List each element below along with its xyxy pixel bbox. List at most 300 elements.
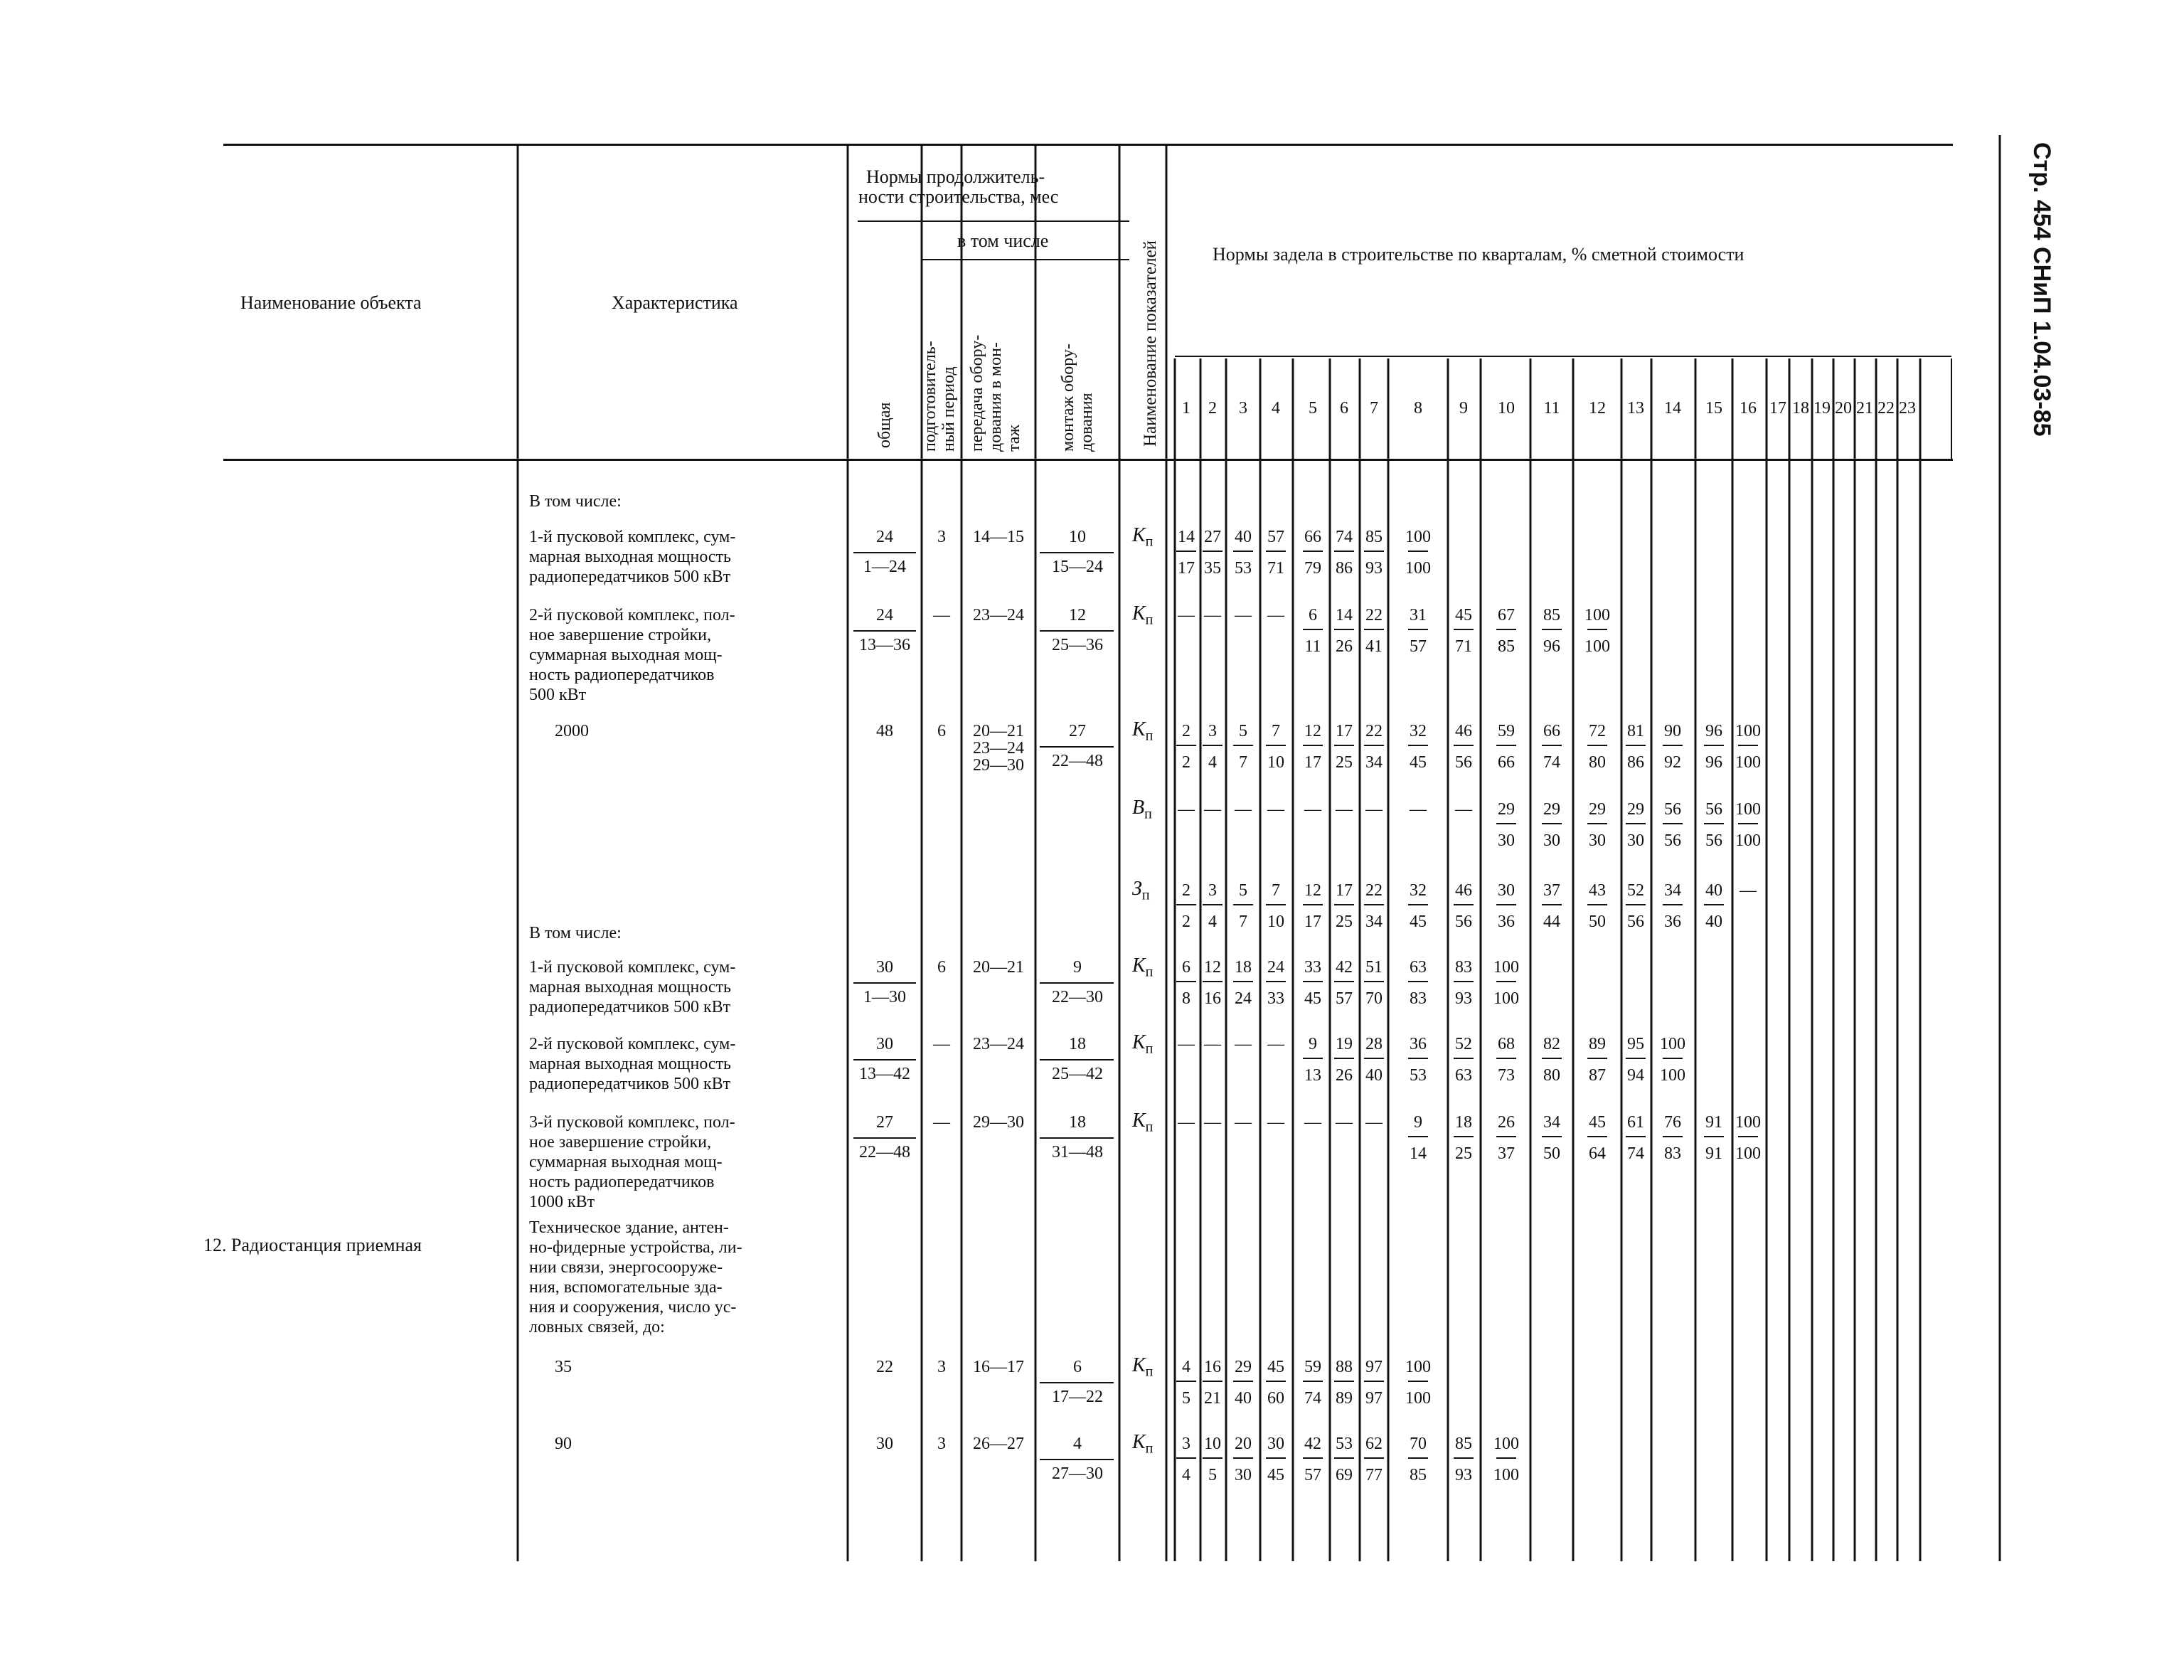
quarter-number: 10 — [1498, 399, 1515, 418]
quarter-value-top: 22 — [1365, 881, 1383, 900]
indicator-symbol — [1132, 1110, 1153, 1136]
mounting-range: 22—48 — [1052, 752, 1103, 770]
quarter-value-top: 97 — [1365, 1358, 1383, 1376]
indicator-subscript: п — [1145, 533, 1154, 550]
mounting-range: 25—42 — [1052, 1065, 1103, 1083]
quarter-value-top: 45 — [1267, 1358, 1284, 1376]
quarter-value-bottom: 45 — [1410, 753, 1427, 772]
indicator-letter: К — [1132, 1354, 1146, 1376]
quarter-value-bottom: 56 — [1455, 913, 1472, 931]
characteristic-line: 2-й пусковой комплекс, пол- — [529, 606, 735, 624]
quarter-value-top: — — [1267, 800, 1284, 819]
quarter-value-top: 6 — [1309, 606, 1317, 624]
indicator-subscript: п — [1145, 1119, 1154, 1135]
indicator-letter: К — [1132, 602, 1146, 624]
quarter-value-bottom: 10 — [1267, 913, 1284, 931]
quarter-value-top: 17 — [1336, 881, 1353, 900]
quarter-value-bottom: 2 — [1182, 753, 1190, 772]
quarter-value-bottom: 35 — [1204, 559, 1221, 578]
header-indicator: Наименование показателей — [1141, 240, 1160, 447]
quarter-number: 11 — [1543, 399, 1560, 418]
mounting-value: 27 — [1069, 722, 1086, 740]
quarter-value-top: 32 — [1410, 722, 1427, 740]
characteristic-line: Техническое здание, антен- — [529, 1218, 729, 1237]
header-object-name: Наименование объекта — [240, 292, 422, 313]
quarter-value-bottom: 92 — [1664, 753, 1681, 772]
object-name: 12. Радиостанция приемная — [203, 1235, 422, 1255]
characteristic-line: ное завершение стройки, — [529, 626, 712, 644]
mounting-value: 4 — [1073, 1435, 1082, 1453]
quarter-value-top: 29 — [1543, 800, 1560, 819]
indicator-symbol — [1132, 1031, 1153, 1058]
quarter-value-bottom: 57 — [1304, 1466, 1321, 1484]
mounting-range: 15—24 — [1052, 558, 1103, 576]
quarter-value-bottom: 33 — [1267, 989, 1284, 1008]
total-duration-range: 22—48 — [859, 1143, 910, 1161]
characteristic-line: марная выходная мощность — [529, 978, 732, 996]
mounting-range: 22—30 — [1052, 988, 1103, 1006]
indicator-symbol — [1132, 1354, 1153, 1381]
characteristic-line: 500 кВт — [529, 686, 587, 704]
quarter-value-bottom: 100 — [1493, 989, 1519, 1008]
indicator-symbol — [1132, 602, 1153, 629]
quarter-number: 16 — [1740, 399, 1757, 418]
quarter-value-bottom: 73 — [1498, 1066, 1515, 1085]
quarter-value-top: — — [1178, 800, 1195, 819]
quarter-value-top: 72 — [1589, 722, 1606, 740]
indicator-symbol — [1132, 797, 1152, 823]
quarter-value-top: 3 — [1208, 722, 1217, 740]
characteristic-line: нии связи, энергосооруже- — [529, 1258, 723, 1277]
characteristic-line: но-фидерные устройства, ли- — [529, 1238, 742, 1257]
quarter-value-bottom: 7 — [1239, 913, 1247, 931]
prep-period: 3 — [937, 1435, 946, 1453]
quarter-value-top: — — [1336, 800, 1353, 819]
quarter-value-bottom: 100 — [1735, 1144, 1761, 1163]
quarter-value-bottom: 10 — [1267, 753, 1284, 772]
mounting-range: 25—36 — [1052, 636, 1103, 654]
quarter-value-bottom: 21 — [1204, 1389, 1221, 1408]
quarter-value-top: 30 — [1498, 881, 1515, 900]
quarter-value-top: 56 — [1664, 800, 1681, 819]
prep-period: 6 — [937, 958, 946, 977]
quarter-value-bottom: 66 — [1498, 753, 1515, 772]
quarter-value-bottom: 74 — [1304, 1389, 1321, 1408]
quarter-value-bottom: 70 — [1365, 989, 1383, 1008]
quarter-value-bottom: 100 — [1493, 1466, 1519, 1484]
quarter-value-bottom: 71 — [1455, 637, 1472, 656]
quarter-value-top: 5 — [1239, 722, 1247, 740]
quarter-value-top: 81 — [1627, 722, 1644, 740]
quarter-number: 7 — [1370, 399, 1378, 418]
quarter-value-bottom: 96 — [1543, 637, 1560, 656]
quarter-value-top: 34 — [1664, 881, 1681, 900]
quarter-value-bottom: 53 — [1410, 1066, 1427, 1085]
quarter-value-top: 100 — [1660, 1035, 1685, 1053]
quarter-value-bottom: 85 — [1410, 1466, 1427, 1484]
quarter-value-bottom: 100 — [1660, 1066, 1685, 1085]
quarter-value-bottom: 14 — [1410, 1144, 1427, 1163]
quarter-value-top: 7 — [1272, 722, 1280, 740]
quarter-value-top: 45 — [1455, 606, 1472, 624]
quarter-value-top: 90 — [1664, 722, 1681, 740]
indicator-letter: К — [1132, 718, 1146, 740]
quarter-value-top: — — [1304, 1113, 1321, 1132]
quarter-value-top: 17 — [1336, 722, 1353, 740]
prep-period: 6 — [937, 722, 946, 740]
quarter-value-top: 12 — [1204, 958, 1221, 977]
quarter-value-top: 96 — [1705, 722, 1722, 740]
quarter-number: 1 — [1182, 399, 1190, 418]
characteristic-line: суммарная выходная мощ- — [529, 646, 723, 664]
quarter-value-bottom: 16 — [1204, 989, 1221, 1008]
quarter-value-top: 26 — [1498, 1113, 1515, 1132]
quarter-value-top: 89 — [1589, 1035, 1606, 1053]
quarter-value-top: — — [1410, 800, 1427, 819]
quarter-value-top: — — [1204, 1113, 1221, 1132]
quarter-value-top: 30 — [1267, 1435, 1284, 1453]
header-norms-title-2: ности строительства, мес — [858, 186, 1059, 207]
quarter-value-bottom: 8 — [1182, 989, 1190, 1008]
indicator-subscript: п — [1144, 806, 1152, 822]
quarter-number: 15 — [1705, 399, 1722, 418]
quarter-value-bottom: 93 — [1455, 1466, 1472, 1484]
quarter-value-top: — — [1365, 1113, 1383, 1132]
quarter-value-bottom: 40 — [1365, 1066, 1383, 1085]
equipment-transfer: 23—24 — [973, 606, 1024, 624]
quarter-value-top: 42 — [1304, 1435, 1321, 1453]
quarter-value-top: 9 — [1309, 1035, 1317, 1053]
quarter-value-top: 40 — [1705, 881, 1722, 900]
quarter-number: 12 — [1589, 399, 1606, 418]
quarter-value-top: 18 — [1235, 958, 1252, 977]
quarter-value-top: 66 — [1543, 722, 1560, 740]
quarter-value-top: — — [1178, 1113, 1195, 1132]
quarter-value-top: 10 — [1204, 1435, 1221, 1453]
characteristic-line: 3-й пусковой комплекс, пол- — [529, 1113, 735, 1132]
total-duration-range: 1—24 — [863, 558, 906, 576]
equipment-transfer: 23—24 — [973, 739, 1024, 757]
quarter-number: 2 — [1208, 399, 1217, 418]
quarter-value-bottom: 85 — [1498, 637, 1515, 656]
characteristic-line: 2000 — [555, 722, 589, 740]
quarter-value-bottom: 45 — [1410, 913, 1427, 931]
quarter-value-top: — — [1235, 1113, 1252, 1132]
characteristic-line: марная выходная мощность — [529, 548, 732, 566]
mounting-value: 6 — [1073, 1358, 1082, 1376]
total-duration: 48 — [876, 722, 893, 740]
quarter-value-bottom: 56 — [1627, 913, 1644, 931]
quarter-value-top: 61 — [1627, 1113, 1644, 1132]
quarter-value-top: 2 — [1182, 881, 1190, 900]
quarter-value-bottom: 100 — [1735, 753, 1761, 772]
quarter-value-top: 12 — [1304, 881, 1321, 900]
quarter-value-bottom: 34 — [1365, 913, 1383, 931]
indicator-symbol — [1132, 1431, 1153, 1457]
quarter-value-bottom: 100 — [1405, 559, 1431, 578]
quarter-value-bottom: 40 — [1235, 1389, 1252, 1408]
quarter-value-bottom: 80 — [1589, 753, 1606, 772]
quarter-number: 17 — [1769, 399, 1786, 418]
quarter-value-top: 27 — [1204, 528, 1221, 546]
prep-period: — — [933, 1113, 950, 1132]
quarter-value-bottom: 50 — [1589, 913, 1606, 931]
characteristic-line: ное завершение стройки, — [529, 1133, 712, 1152]
characteristic-line: радиопередатчиков 500 кВт — [529, 1075, 731, 1093]
indicator-letter: К — [1132, 1110, 1146, 1132]
indicator-subscript: п — [1145, 964, 1154, 980]
quarter-value-bottom: 96 — [1705, 753, 1722, 772]
quarter-value-bottom: 56 — [1455, 753, 1472, 772]
quarter-number: 14 — [1664, 399, 1681, 418]
quarter-number: 20 — [1835, 399, 1852, 418]
equipment-transfer: 20—21 — [973, 958, 1024, 977]
characteristic-line: 2-й пусковой комплекс, сум- — [529, 1035, 736, 1053]
characteristic-line: 1-й пусковой комплекс, сум- — [529, 528, 736, 546]
quarter-value-top: 9 — [1414, 1113, 1422, 1132]
quarter-value-top: 57 — [1267, 528, 1284, 546]
quarter-value-top: — — [1235, 606, 1252, 624]
quarter-number: 13 — [1627, 399, 1644, 418]
quarter-value-top: 85 — [1365, 528, 1383, 546]
quarter-value-bottom: 100 — [1584, 637, 1610, 656]
characteristic-line: В том числе: — [529, 492, 622, 511]
quarter-value-bottom: 5 — [1208, 1466, 1217, 1484]
quarter-value-top: — — [1235, 1035, 1252, 1053]
equipment-transfer: 29—30 — [973, 756, 1024, 775]
mounting-value: 18 — [1069, 1113, 1086, 1132]
quarter-value-top: 7 — [1272, 881, 1280, 900]
quarter-value-top: 56 — [1705, 800, 1722, 819]
quarter-value-top: — — [1267, 1035, 1284, 1053]
header-prep-1: подготовитель- — [921, 341, 939, 452]
characteristic-line: 1000 кВт — [529, 1193, 595, 1211]
quarter-value-top: 100 — [1405, 1358, 1431, 1376]
quarter-value-bottom: 25 — [1455, 1144, 1472, 1163]
quarter-number: 23 — [1899, 399, 1916, 418]
quarter-value-bottom: 30 — [1543, 831, 1560, 850]
indicator-letter: З — [1132, 878, 1142, 900]
quarter-value-top: 20 — [1235, 1435, 1252, 1453]
quarter-value-top: 29 — [1235, 1358, 1252, 1376]
mounting-value: 18 — [1069, 1035, 1086, 1053]
characteristic-line: ловных связей, до: — [529, 1318, 665, 1336]
header-total: общая — [875, 402, 894, 448]
quarter-value-bottom: 26 — [1336, 637, 1353, 656]
quarter-value-top: 12 — [1304, 722, 1321, 740]
quarter-value-top: 31 — [1410, 606, 1427, 624]
quarter-value-bottom: 13 — [1304, 1066, 1321, 1085]
header-eq-3: таж — [1005, 424, 1023, 452]
quarter-value-bottom: 36 — [1664, 913, 1681, 931]
quarter-value-top: 36 — [1410, 1035, 1427, 1053]
quarter-value-bottom: 100 — [1405, 1389, 1431, 1408]
indicator-symbol — [1132, 955, 1153, 981]
quarter-value-bottom: 83 — [1664, 1144, 1681, 1163]
quarter-value-top: 91 — [1705, 1113, 1722, 1132]
quarter-value-top: 29 — [1627, 800, 1644, 819]
quarter-value-top: 62 — [1365, 1435, 1383, 1453]
quarter-value-top: — — [1336, 1113, 1353, 1132]
quarter-value-bottom: 56 — [1705, 831, 1722, 850]
quarter-value-bottom: 17 — [1178, 559, 1195, 578]
indicator-subscript: п — [1145, 1041, 1154, 1057]
quarter-value-bottom: 26 — [1336, 1066, 1353, 1085]
quarter-value-top: 59 — [1498, 722, 1515, 740]
header-characteristic: Характеристика — [612, 292, 738, 313]
quarter-value-top: 37 — [1543, 881, 1560, 900]
prep-period: — — [933, 606, 950, 624]
mounting-range: 31—48 — [1052, 1143, 1103, 1161]
mounting-range: 17—22 — [1052, 1388, 1103, 1406]
quarter-value-bottom: 89 — [1336, 1389, 1353, 1408]
mounting-value: 12 — [1069, 606, 1086, 624]
equipment-transfer: 23—24 — [973, 1035, 1024, 1053]
quarter-number: 3 — [1239, 399, 1247, 418]
total-duration: 24 — [876, 606, 893, 624]
quarter-value-bottom: 83 — [1410, 989, 1427, 1008]
quarter-value-bottom: 56 — [1664, 831, 1681, 850]
quarter-value-top: — — [1204, 606, 1221, 624]
quarter-value-top: 76 — [1664, 1113, 1681, 1132]
quarter-value-top: — — [1455, 800, 1472, 819]
quarter-value-bottom: 30 — [1235, 1466, 1252, 1484]
quarter-value-bottom: 97 — [1365, 1389, 1383, 1408]
quarter-value-top: 100 — [1584, 606, 1610, 624]
prep-period: 3 — [937, 1358, 946, 1376]
quarter-value-top: — — [1178, 606, 1195, 624]
quarter-value-top: 52 — [1455, 1035, 1472, 1053]
quarter-value-bottom: 17 — [1304, 753, 1321, 772]
equipment-transfer: 20—21 — [973, 722, 1024, 740]
quarter-value-top: 100 — [1735, 800, 1761, 819]
quarter-value-bottom: 80 — [1543, 1066, 1560, 1085]
mounting-value: 10 — [1069, 528, 1086, 546]
mounting-range: 27—30 — [1052, 1464, 1103, 1483]
indicator-symbol — [1132, 524, 1153, 551]
quarter-value-top: 63 — [1410, 958, 1427, 977]
quarter-value-top: 95 — [1627, 1035, 1644, 1053]
quarter-value-bottom: 94 — [1627, 1066, 1644, 1085]
quarter-value-bottom: 57 — [1410, 637, 1427, 656]
quarter-value-top: 68 — [1498, 1035, 1515, 1053]
indicator-subscript: п — [1145, 1440, 1154, 1457]
indicator-letter: К — [1132, 1431, 1146, 1453]
total-duration: 30 — [876, 1035, 893, 1053]
quarter-value-top: 18 — [1455, 1113, 1472, 1132]
indicator-symbol — [1132, 718, 1153, 745]
quarter-value-bottom: 77 — [1365, 1466, 1383, 1484]
quarter-number: 9 — [1459, 399, 1468, 418]
quarter-number: 6 — [1340, 399, 1348, 418]
quarter-number: 18 — [1792, 399, 1809, 418]
equipment-transfer: 16—17 — [973, 1358, 1024, 1376]
quarter-value-top: 3 — [1208, 881, 1217, 900]
quarter-value-top: 3 — [1182, 1435, 1190, 1453]
quarter-value-top: — — [1204, 800, 1221, 819]
equipment-transfer: 14—15 — [973, 528, 1024, 546]
quarter-value-bottom: 37 — [1498, 1144, 1515, 1163]
quarter-value-bottom: 63 — [1455, 1066, 1472, 1085]
quarter-value-top: 33 — [1304, 958, 1321, 977]
characteristic-line: суммарная выходная мощ- — [529, 1153, 723, 1171]
quarter-value-top: 83 — [1455, 958, 1472, 977]
quarter-value-top: 100 — [1735, 722, 1761, 740]
characteristic-line: ния и сооружения, число ус- — [529, 1298, 737, 1317]
quarter-value-top: 100 — [1735, 1113, 1761, 1132]
quarter-value-top: — — [1267, 606, 1284, 624]
total-duration: 30 — [876, 958, 893, 977]
quarter-value-top: 67 — [1498, 606, 1515, 624]
quarter-value-bottom: 50 — [1543, 1144, 1560, 1163]
equipment-transfer: 29—30 — [973, 1113, 1024, 1132]
quarter-value-bottom: 4 — [1182, 1466, 1190, 1484]
quarter-value-top: — — [1365, 800, 1383, 819]
quarter-value-bottom: 53 — [1235, 559, 1252, 578]
quarter-value-top: 2 — [1182, 722, 1190, 740]
quarter-number: 5 — [1309, 399, 1317, 418]
header-prep-2: ный период — [939, 366, 958, 452]
quarter-value-top: 70 — [1410, 1435, 1427, 1453]
quarter-value-top: 45 — [1589, 1113, 1606, 1132]
quarter-value-bottom: 25 — [1336, 913, 1353, 931]
header-eq-2: дования в мон- — [986, 342, 1005, 452]
quarter-value-top: 66 — [1304, 528, 1321, 546]
quarter-value-top: 34 — [1543, 1113, 1560, 1132]
indicator-symbol — [1132, 878, 1150, 904]
quarter-value-bottom: 24 — [1235, 989, 1252, 1008]
characteristic-line: ния, вспомогательные зда- — [529, 1278, 723, 1297]
prep-period: — — [933, 1035, 950, 1053]
characteristic-line: 35 — [555, 1358, 572, 1376]
quarter-value-top: 74 — [1336, 528, 1353, 546]
quarter-value-bottom: 25 — [1336, 753, 1353, 772]
quarter-number: 8 — [1414, 399, 1422, 418]
quarter-value-bottom: 4 — [1208, 753, 1217, 772]
characteristic-line: ность радиопередатчиков — [529, 1173, 715, 1191]
quarter-value-bottom: 45 — [1267, 1466, 1284, 1484]
quarter-value-top: 85 — [1543, 606, 1560, 624]
quarter-value-bottom: 36 — [1498, 913, 1515, 931]
header-zadel: Нормы задела в строительстве по кварталам, % сметной стоимости — [1213, 244, 1744, 265]
characteristic-line: 1-й пусковой комплекс, сум- — [529, 958, 736, 977]
characteristic-line: 90 — [555, 1435, 572, 1453]
quarter-value-top: — — [1235, 800, 1252, 819]
quarter-value-bottom: 40 — [1705, 913, 1722, 931]
quarter-value-top: — — [1304, 800, 1321, 819]
indicator-subscript: п — [1145, 1363, 1154, 1380]
quarter-value-top: 42 — [1336, 958, 1353, 977]
quarter-value-top: 59 — [1304, 1358, 1321, 1376]
quarter-value-top: 82 — [1543, 1035, 1560, 1053]
quarter-value-bottom: 44 — [1543, 913, 1560, 931]
quarter-value-top: — — [1204, 1035, 1221, 1053]
quarter-value-bottom: 91 — [1705, 1144, 1722, 1163]
indicator-letter: К — [1132, 955, 1146, 977]
total-duration: 27 — [876, 1113, 893, 1132]
quarter-value-top: 46 — [1455, 722, 1472, 740]
quarter-value-bottom: 87 — [1589, 1066, 1606, 1085]
quarter-value-bottom: 60 — [1267, 1389, 1284, 1408]
quarter-value-top: 4 — [1182, 1358, 1190, 1376]
total-duration-range: 13—36 — [859, 636, 910, 654]
quarter-value-bottom: 45 — [1304, 989, 1321, 1008]
total-duration-range: 1—30 — [863, 988, 906, 1006]
quarter-value-top: 52 — [1627, 881, 1644, 900]
equipment-transfer: 26—27 — [973, 1435, 1024, 1453]
characteristic-line: ность радиопередатчиков — [529, 666, 715, 684]
characteristic-line: марная выходная мощность — [529, 1055, 732, 1073]
